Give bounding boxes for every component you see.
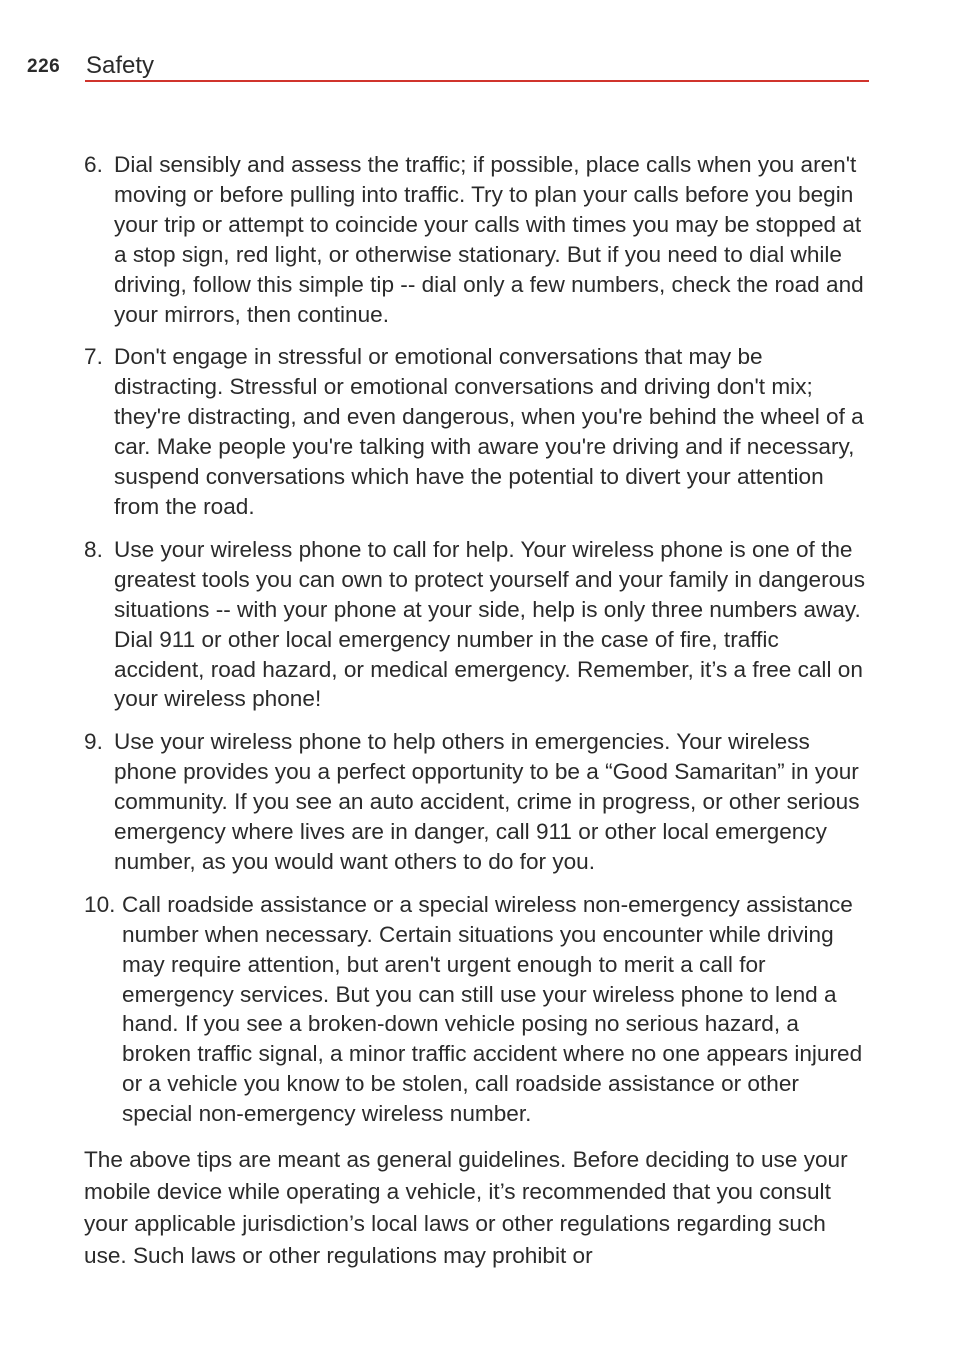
page-content [84, 150, 874, 1272]
tip-number: 9. [84, 729, 103, 755]
section-title: Safety [86, 52, 155, 79]
page-number: 226 [27, 56, 61, 77]
tip-text: Use your wireless phone to call for help. Your wireless phone is one of the greatest tools you can own to protect yourself and your family in dangerous situations -- with your phone at your side, help is only three numbers away. Dial 911 or other local emergency number in the case of fire, traffic accident, road hazard, or medical emergency. Remember, it’s a free call on your wireless phone! [114, 536, 866, 712]
tip-item [84, 727, 874, 877]
header-rule [85, 80, 869, 82]
tip-item [84, 150, 874, 329]
tip-item [84, 890, 874, 1129]
tip-number: 7. [84, 344, 103, 370]
tip-text: Dial sensibly and assess the traffic; if possible, place calls when you aren't moving or before pulling into traffic. Try to plan your calls before you begin your trip or attempt to coincide your calls with times you may be stopped at a stop sign, red light, or otherwise stationary. But if you need to dial while driving, follow this simple tip -- dial only a few numbers, check the road and your mirrors, then continue. [114, 152, 864, 327]
tip-text: Don't engage in stressful or emotional conversations that may be distracting. Stressful or emotional conversations and driving don't mix; they're distracting, and even dangerous, when you're behind the wheel of a car. Make people you're talking with aware you're driving and if necessary, suspend conversations which have the potential to divert your attention from the road. [114, 344, 864, 519]
closing-paragraph: The above tips are meant as general guidelines. Before deciding to use your mobile device while operating a vehicle, it’s recommended that you consult your applicable jurisdiction’s local laws or other regulations regarding such use. Such laws or other regulations may prohibit or [84, 1147, 848, 1269]
tip-item [84, 342, 874, 521]
safety-tip-list [84, 150, 874, 1129]
tip-number: 10. [84, 891, 116, 917]
tip-text: Use your wireless phone to help others in emergencies. Your wireless phone provides you a perfect opportunity to be a “Good Samaritan” in your community. If you see an auto accident, crime in progress, or other serious emergency where lives are in danger, call 911 or other local emergency number, as you would want others to do for you. [114, 729, 860, 874]
tip-number: 8. [84, 536, 103, 562]
tip-item [84, 535, 874, 714]
tip-text: Call roadside assistance or a special wireless non-emergency assistance number when necessary. Certain situations you encounter while driving may require attention, but aren't urgent enough to merit a call for emergency services. But you can still use your wireless phone to lend a hand. If you see a broken-down vehicle posing no serious hazard, a broken traffic signal, a minor traffic accident where no one appears injured or a vehicle you know to be stolen, call roadside assistance or other special non-emergency wireless number. [122, 891, 863, 1127]
tip-number: 6. [84, 152, 103, 177]
